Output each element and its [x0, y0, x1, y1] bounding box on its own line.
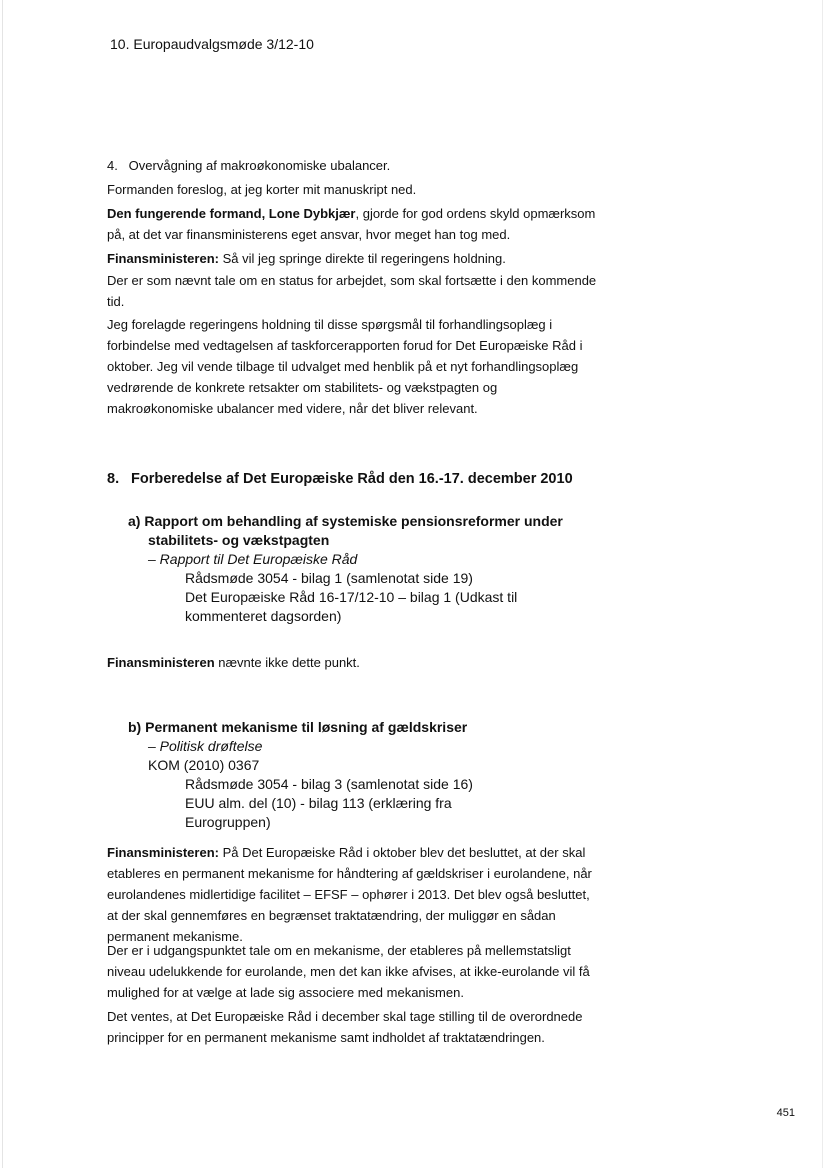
- section-4-paragraph-1: Formanden foreslog, at jeg korter mit manuskript ned.: [107, 182, 417, 197]
- paragraph-text: Så vil jeg springe direkte til regeringens holdning.: [218, 251, 506, 266]
- speaker-name: Den fungerende formand, Lone Dybkjær: [107, 206, 356, 221]
- paragraph-text: nævnte ikke dette punkt.: [214, 655, 360, 670]
- agenda-item-a-note: [107, 652, 597, 673]
- agenda-item-b-paragraph-2: Der er i udgangspunktet tale om en mekanisme, der etableres på mellemstatsligt niveau udelukkende for eurolande, men det kan ikke afvises, at ikke-eurolande vil få mulighed for at vælge at lade sig associere med mekanismen.: [107, 943, 590, 1000]
- section-8-title: Forberedelse af Det Europæiske Råd den 16.-17. december 2010: [131, 471, 573, 487]
- section-4-heading: 4. Overvågning af makroøkonomiske ubalancer.: [107, 158, 391, 173]
- agenda-item-a: [128, 512, 608, 626]
- speaker-name: Finansministeren: [107, 655, 215, 670]
- agenda-item-b-subtitle: – Politisk drøftelse: [148, 738, 263, 754]
- section-8-number: 8.: [107, 471, 120, 487]
- section-4-paragraph-2: [107, 203, 597, 245]
- agenda-item-b-title: b) Permanent mekanisme til løsning af gældskriser: [128, 719, 468, 735]
- agenda-item-b-paragraph-3: Det ventes, at Det Europæiske Råd i december skal tage stilling til de overordnede principper for en permanent mekanisme samt indholdet af traktatændringen.: [107, 1009, 583, 1045]
- agenda-item-a-subtitle: – Rapport til Det Europæiske Råd: [148, 551, 358, 567]
- paragraph-text: , gjorde for god ordens skyld opmærksom på, at det var finansministerens eget ansvar, hvor meget han tog med.: [107, 206, 596, 242]
- page-number: 451: [776, 1107, 795, 1119]
- section-4-paragraph-4: Der er som nævnt tale om en status for arbejdet, som skal fortsætte i den kommende tid.: [107, 273, 597, 309]
- speaker-name: Finansministeren:: [107, 845, 219, 860]
- section-4-paragraph-3: [107, 248, 597, 269]
- speaker-name: Finansministeren:: [107, 251, 219, 266]
- page-header: 10. Europaudvalgsmøde 3/12-10: [110, 36, 314, 52]
- agenda-item-a-title: a) Rapport om behandling af systemiske pensionsreformer under stabilitets- og vækstpagten: [128, 513, 563, 548]
- section-8-heading: [107, 471, 573, 487]
- section-4-paragraph-5: Jeg forelagde regeringens holdning til disse spørgsmål til forhandlingsoplæg i forbindelse med vedtagelsen af taskforcerapporten forud for Det Europæiske Råd i oktober. Jeg vil vende tilbage til udvalget med henblik på et nyt forhandlingsoplæg vedrørende de konkrete retsakter om stabilitets- og vækstpagten og makroøkonomiske ubalancer med videre, når det bliver relevant.: [107, 317, 583, 416]
- agenda-item-b-reference-2: EUU alm. del (10) - bilag 113 (erklæring fra Eurogruppen): [185, 795, 452, 830]
- agenda-item-b-paragraph-1: [107, 842, 597, 947]
- agenda-item-a-reference-2: Det Europæiske Råd 16-17/12-10 – bilag 1 (Udkast til kommenteret dagsorden): [185, 589, 518, 624]
- agenda-item-b-reference-1: Rådsmøde 3054 - bilag 3 (samlenotat side 16): [185, 776, 473, 792]
- paragraph-text: På Det Europæiske Råd i oktober blev det besluttet, at der skal etableres en permanent mekanisme for håndtering af gældskriser i eurolandene, når eurolandenes midlertidige facilitet – EFSF – ophører i 2013. Det blev også besluttet, at der skal gennemføres en begrænset traktatændring, der muliggør en sådan permanent mekanisme.: [107, 845, 592, 944]
- scan-edge-right: [822, 0, 823, 1168]
- agenda-item-a-reference-1: Rådsmøde 3054 - bilag 1 (samlenotat side 19): [185, 570, 473, 586]
- scan-edge-left: [2, 0, 3, 1168]
- agenda-item-b-kom-number: KOM (2010) 0367: [148, 757, 260, 773]
- agenda-item-b: [128, 718, 608, 832]
